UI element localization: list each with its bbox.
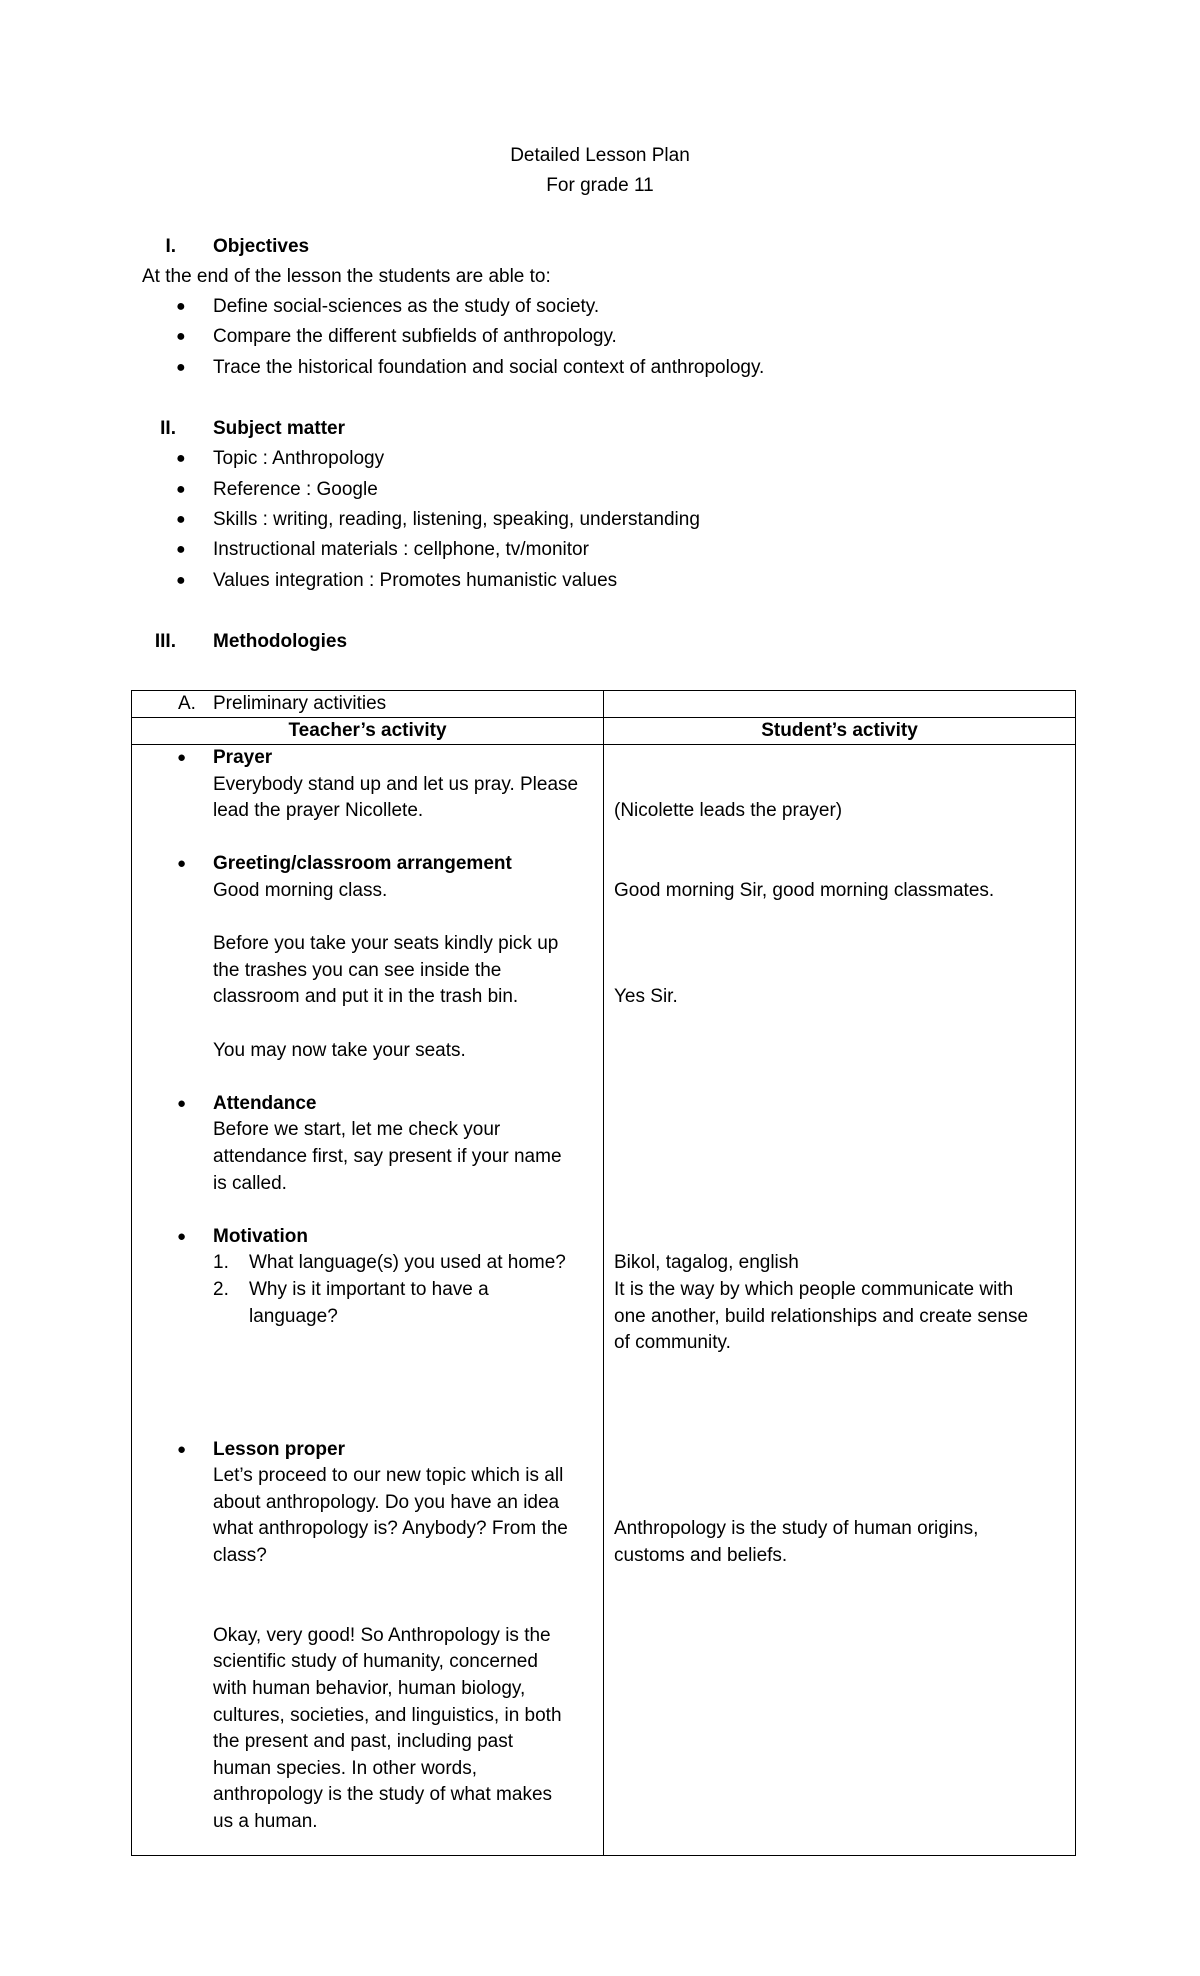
teacher-line: what anthropology is? Anybody? From the xyxy=(213,1518,568,1540)
motivation-question: Why is it important to have a xyxy=(249,1279,489,1300)
teacher-line: You may now take your seats. xyxy=(213,1039,466,1061)
bullet-icon: ● xyxy=(176,541,186,558)
student-line: customs and beliefs. xyxy=(614,1545,788,1566)
question-number: 1. xyxy=(213,1252,229,1274)
bullet-icon: ● xyxy=(176,298,186,315)
prayer-heading: Prayer xyxy=(213,747,273,768)
bullet-icon: ● xyxy=(176,572,186,589)
teacher-line: the present and past, including past xyxy=(213,1731,513,1753)
subject-matter-item: Topic : Anthropology xyxy=(213,448,385,469)
table-row xyxy=(132,691,1076,718)
teacher-line: attendance first, say present if your name xyxy=(213,1146,562,1167)
teacher-line: classroom and put it in the trash bin. xyxy=(213,986,519,1008)
greeting-heading: Greeting/classroom arrangement xyxy=(213,853,512,875)
prelim-cell xyxy=(132,691,604,718)
motivation-question: language? xyxy=(249,1305,338,1327)
subject-matter-heading: Subject matter xyxy=(213,418,345,439)
teacher-line: human species. In other words, xyxy=(213,1757,478,1779)
bullet-icon: ● xyxy=(177,1227,187,1245)
bullet-icon: ● xyxy=(176,511,186,528)
student-line: Bikol, tagalog, english xyxy=(614,1252,799,1274)
document-title: Detailed Lesson Plan xyxy=(510,145,690,166)
bullet-icon: ● xyxy=(176,450,186,467)
objective-item: Compare the different subfields of anthropology. xyxy=(213,326,617,347)
document-subtitle: For grade 11 xyxy=(546,175,654,196)
teacher-line: Before you take your seats kindly pick up xyxy=(213,933,559,955)
bullet-icon: ● xyxy=(176,328,186,345)
subject-matter-item: Reference : Google xyxy=(213,479,378,500)
objectives-numeral: I. xyxy=(165,236,176,257)
bullet-icon: ● xyxy=(177,749,187,766)
student-line: Good morning Sir, good morning classmates. xyxy=(614,880,995,901)
teacher-line: the trashes you can see inside the xyxy=(213,959,502,981)
student-line: of community. xyxy=(614,1332,731,1354)
prelim-letter: A. xyxy=(178,693,196,714)
student-line: Yes Sir. xyxy=(614,986,678,1008)
teacher-line: cultures, societies, and linguistics, in both xyxy=(213,1704,562,1726)
student-line: It is the way by which people communicate with xyxy=(614,1279,1014,1300)
subject-matter-item: Values integration : Promotes humanistic values xyxy=(213,570,618,591)
teacher-line: Let’s proceed to our new topic which is all xyxy=(213,1465,564,1487)
teacher-line: class? xyxy=(213,1545,267,1566)
objectives-intro: At the end of the lesson the students are able to: xyxy=(142,266,551,287)
prelim-label: Preliminary activities xyxy=(213,693,387,714)
subject-matter-numeral: II. xyxy=(160,418,176,439)
objective-item: Define social-sciences as the study of society. xyxy=(213,296,600,317)
motivation-heading: Motivation xyxy=(213,1225,308,1247)
student-line: (Nicolette leads the prayer) xyxy=(614,800,843,822)
subject-matter-item: Skills : writing, reading, listening, speaking, understanding xyxy=(213,509,700,530)
teacher-line: us a human. xyxy=(213,1811,318,1832)
column-header-teacher: Teacher’s activity xyxy=(132,718,604,745)
question-number: 2. xyxy=(213,1279,229,1300)
student-line: Anthropology is the study of human origins, xyxy=(614,1518,979,1540)
student-activity-cell xyxy=(604,745,1076,1856)
teacher-activity-cell xyxy=(132,745,604,1856)
bullet-icon: ● xyxy=(176,359,186,376)
teacher-line: scientific study of humanity, concerned xyxy=(213,1651,538,1673)
lesson-proper-heading: Lesson proper xyxy=(213,1438,345,1460)
motivation-question: What language(s) you used at home? xyxy=(249,1252,566,1274)
teacher-line: Everybody stand up and let us pray. Please xyxy=(213,773,579,795)
methodologies-numeral: III. xyxy=(154,631,176,652)
teacher-line: about anthropology. Do you have an idea xyxy=(213,1491,560,1513)
subject-matter-item: Instructional materials : cellphone, tv/monitor xyxy=(213,539,589,560)
bullet-icon: ● xyxy=(177,1440,187,1458)
bullet-icon: ● xyxy=(176,481,186,498)
teacher-line: is called. xyxy=(213,1172,287,1194)
teacher-line: Before we start, let me check your xyxy=(213,1119,501,1141)
attendance-heading: Attendance xyxy=(213,1092,317,1114)
column-header-student: Student’s activity xyxy=(604,718,1076,745)
teacher-line: with human behavior, human biology, xyxy=(213,1678,526,1699)
bullet-icon: ● xyxy=(177,1094,187,1112)
teacher-line: Good morning class. xyxy=(213,880,388,901)
objectives-heading: Objectives xyxy=(213,236,310,257)
lesson-plan-table xyxy=(131,690,1076,1856)
bullet-icon: ● xyxy=(177,855,187,873)
table-row xyxy=(132,745,1076,1856)
teacher-line: lead the prayer Nicollete. xyxy=(213,800,424,822)
table-header-row xyxy=(132,718,1076,745)
teacher-line: Okay, very good! So Anthropology is the xyxy=(213,1624,551,1646)
objective-item: Trace the historical foundation and social context of anthropology. xyxy=(213,357,765,378)
empty-cell xyxy=(604,691,1076,718)
methodologies-heading: Methodologies xyxy=(213,631,348,652)
teacher-line: anthropology is the study of what makes xyxy=(213,1784,553,1806)
student-line: one another, build relationships and create sense xyxy=(614,1305,1029,1327)
